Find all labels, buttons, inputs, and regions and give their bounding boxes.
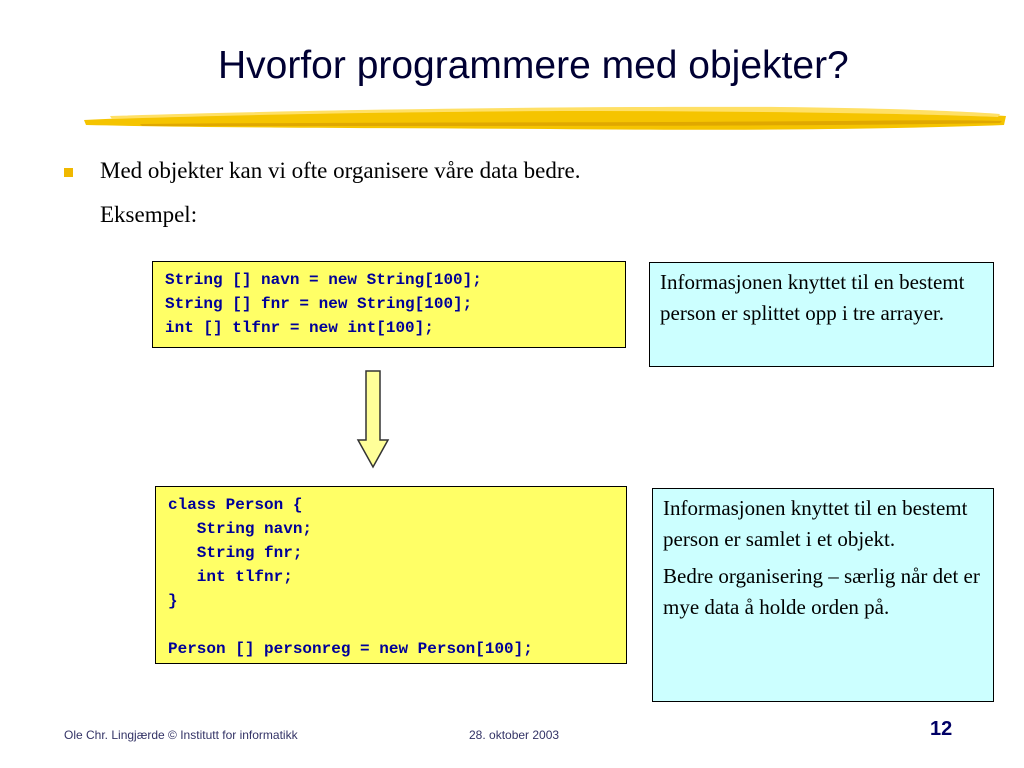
code-line: String navn; <box>168 520 313 538</box>
code-line: int [] tlfnr = new int[100]; <box>165 319 434 337</box>
code-line: String fnr; <box>168 544 303 562</box>
code-blank-line <box>168 613 614 637</box>
code-line: String [] fnr = new String[100]; <box>165 295 473 313</box>
info-box-object <box>652 488 994 702</box>
code-line: int tlfnr; <box>168 568 293 586</box>
footer-date: 28. oktober 2003 <box>469 728 560 742</box>
footer-author: Ole Chr. Lingjærde © Institutt for informatikk <box>64 728 298 742</box>
down-arrow-icon <box>356 370 390 470</box>
info-text: Bedre organisering – særlig når det er mye data å holde orden på. <box>663 564 980 619</box>
info-text: Informasjonen knyttet til en bestemt person er splittet opp i tre arrayer. <box>660 270 965 325</box>
info-box-arrays <box>649 262 994 367</box>
slide-title: Hvorfor programmere med objekter? <box>218 44 849 87</box>
code-line: } <box>168 592 178 610</box>
bullet-text: Med objekter kan vi ofte organisere våre data bedre. <box>100 158 581 183</box>
info-text: Informasjonen knyttet til en bestemt person er samlet i et objekt. <box>663 496 968 551</box>
title-underline-brush <box>80 98 1010 134</box>
class-code-box <box>155 486 627 664</box>
page-number: 12 <box>930 718 953 740</box>
example-label: Eksempel: <box>100 202 198 227</box>
code-line: String [] navn = new String[100]; <box>165 271 482 289</box>
bullet-square-icon <box>64 168 73 177</box>
array-code-box <box>152 261 626 348</box>
code-line: Person [] personreg = new Person[100]; <box>168 640 533 658</box>
code-line: class Person { <box>168 496 303 514</box>
